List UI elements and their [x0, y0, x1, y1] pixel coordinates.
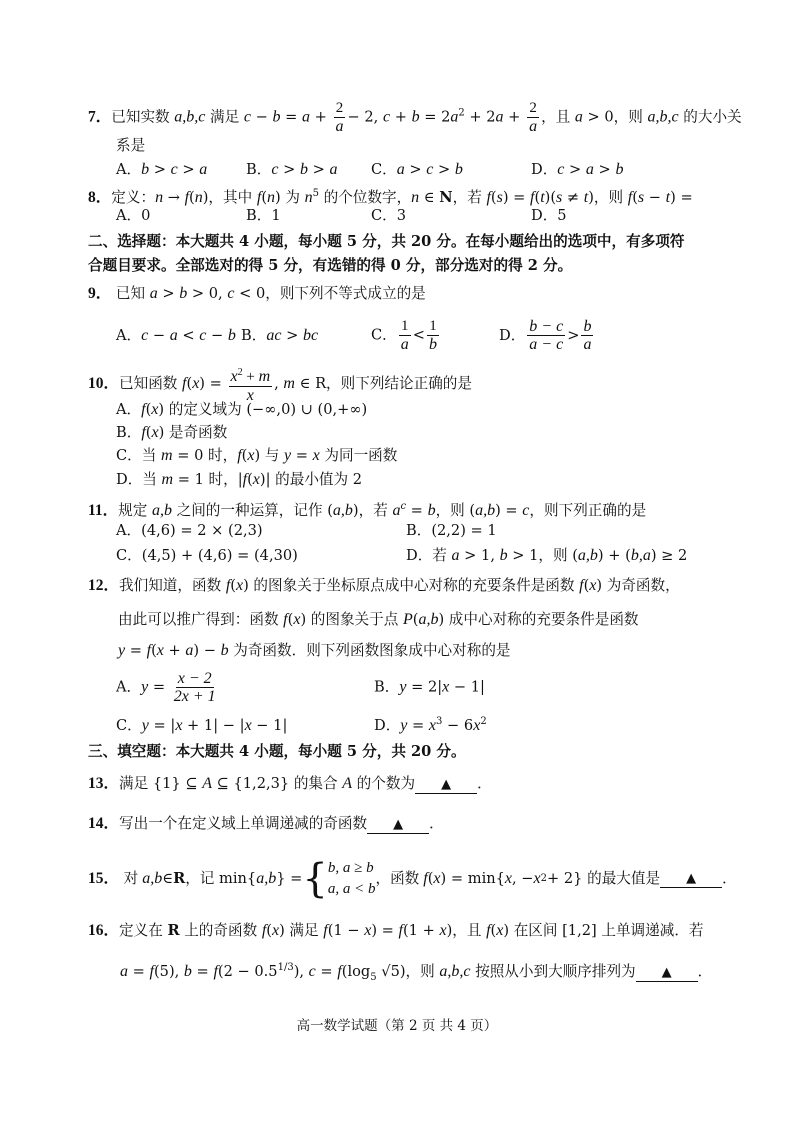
- option-a[interactable]: A．(4,6) = 2 × (2,3): [116, 522, 263, 539]
- option-c[interactable]: C．当 m = 0 时，f(x) 与 y = x 为同一函数: [116, 447, 398, 464]
- question-number: 13．: [88, 775, 120, 792]
- question-11-stem: 11．规定 a,b 之间的一种运算，记作 (a,b)，若 $a^c = b$，则 (a,b) = c，则下列正确的是: [88, 501, 647, 519]
- question-number: 11．: [88, 501, 119, 519]
- option-b[interactable]: B．1: [246, 207, 281, 224]
- option-c[interactable]: C．y = |x + 1| − |x − 1|: [116, 716, 288, 734]
- question-number: 14．: [88, 815, 120, 832]
- answer-blank[interactable]: ▲: [660, 870, 722, 888]
- question-number: 7．: [88, 108, 112, 126]
- question-15-stem: 15． 对 a,b ∈ R ，记 min{ a,b } = { b, a ≥ b a, a < b ，函数 f ( x ) = min{ x , − x 2 + 2} 的最大值是 ▲ ．: [88, 856, 737, 902]
- question-12-stem-line2: 由此可以推广得到：函数 f(x) 的图象关于点 P(a,b) 成中心对称的充要条件是函数: [118, 611, 639, 628]
- question-12-options-row2: [116, 712, 487, 736]
- option-b[interactable]: B．ac > bc: [241, 326, 319, 344]
- question-12-options-row1: [116, 670, 485, 708]
- answer-blank[interactable]: ▲: [415, 776, 477, 794]
- period: ．: [722, 870, 737, 887]
- question-14-stem: [88, 814, 444, 834]
- question-9-options: [116, 318, 595, 356]
- option-b[interactable]: B．f(x) 是奇函数: [116, 424, 228, 441]
- option-d[interactable]: D．$y = x^3 - 6x^2$: [374, 716, 487, 734]
- option-a[interactable]: A．y = $\frac{x - 2}{2x + 1}$: [116, 670, 216, 705]
- question-number: 15．: [88, 870, 120, 887]
- question-16-stem-line2: a = f(5), $b = f(2 - 0.5^{1/3})$, $c = f(\log_5$ √5)，则 a,b,c 按照从小到大顺序排列为 ▲ ．: [120, 962, 713, 983]
- option-d[interactable]: D．当 m = 1 时，|f(x)| 的最小值为 2: [116, 471, 363, 488]
- question-number: 9．: [88, 285, 112, 302]
- question-7-stem: 7．已知实数 a,b,c 满足 c − b = a + $\frac{2}{a}$ − 2, $c + b = 2a^2 + 2a$ + $\frac{2}{a}$ ，且 a > 0，则 a,b,c 的大小关: [88, 100, 742, 135]
- section-2-heading-cont: 合题目要求。全部选对的得 5 分，有选错的得 0 分，部分选对的得 2 分。: [88, 257, 573, 274]
- question-7-options: [116, 160, 623, 180]
- question-number: 10．: [88, 375, 120, 392]
- option-a[interactable]: A．f(x) 的定义域为 (−∞,0) ∪ (0,+∞): [116, 401, 368, 418]
- option-c[interactable]: C．(4,5) + (4,6) = (4,30): [116, 547, 298, 564]
- question-number: 12．: [88, 577, 120, 594]
- page-footer: 高一数学试题（第 2 页 共 4 页）: [296, 1018, 498, 1034]
- option-c[interactable]: C．3: [371, 207, 407, 224]
- question-13-stem: 13．满足 {1} ⊆ A ⊆ {1,2,3} 的集合 A 的个数为 ▲ ．: [88, 775, 492, 792]
- option-a[interactable]: A．b > c > a: [116, 161, 208, 178]
- question-11-options-row1: [116, 521, 497, 541]
- option-d[interactable]: D．若 a > 1, b > 1，则 (a,b) + (b,a) ≥ 2: [406, 547, 688, 564]
- question-8-options: [116, 206, 567, 226]
- period: ．: [429, 815, 444, 832]
- option-a[interactable]: A．c − a < c − b: [116, 326, 236, 344]
- question-10-stem: 10．已知函数 f(x) = $\frac{x^2 + m}{x}$ , m ∈ R，则下列结论正确的是: [88, 364, 472, 404]
- option-a[interactable]: A．0: [116, 207, 151, 224]
- option-b[interactable]: B．(2,2) = 1: [406, 522, 497, 539]
- question-7-stem-cont: 系是: [116, 137, 146, 154]
- question-number: 16．: [88, 922, 120, 939]
- option-c[interactable]: C．a > c > b: [371, 161, 463, 178]
- option-d[interactable]: D．c > a > b: [531, 161, 624, 178]
- question-number: 8．: [88, 188, 112, 206]
- option-d[interactable]: D． $\frac{b - c}{a - c}$ > $\frac{b}{a}$: [499, 318, 592, 353]
- question-12-stem: 12．我们知道，函数 f(x) 的图象关于坐标原点成中心对称的充要条件是函数 f(x) 为奇函数，: [88, 577, 680, 594]
- question-9-stem: 9． 已知 a > b > 0, c < 0，则下列不等式成立的是: [88, 285, 426, 302]
- question-8-stem: 8．定义：n → f(n)，其中 f(n) 为 $n^5$ 的个位数字，n ∈ N，若 f(s) = f(t)(s ≠ t)，则 f(s − t) =: [88, 188, 693, 206]
- option-d[interactable]: D．5: [531, 207, 567, 224]
- period: ．: [697, 962, 713, 980]
- section-3-heading: 三、填空题：本大题共 4 小题，每小题 5 分，共 20 分。: [88, 743, 466, 760]
- question-text: 写出一个在定义域上单调递减的奇函数: [119, 815, 368, 832]
- question-11-options-row2: [116, 546, 687, 566]
- question-12-stem-line3: y = f(x + a) − b 为奇函数．则下列函数图象成中心对称的是: [118, 642, 511, 659]
- option-b[interactable]: B．y = 2|x − 1|: [374, 678, 485, 696]
- answer-blank[interactable]: ▲: [636, 964, 698, 982]
- period: ．: [477, 775, 492, 792]
- question-16-stem: 16．定义在 R 上的奇函数 f(x) 满足 f(1 − x) = f(1 + x)，且 f(x) 在区间 [1,2] 上单调递减．若: [88, 922, 704, 939]
- section-2-heading: 二、选择题：本大题共 4 小题，每小题 5 分，共 20 分。在每小题给出的选项中，有多项符: [88, 233, 685, 250]
- answer-blank[interactable]: ▲: [367, 816, 429, 834]
- option-c[interactable]: C． $\frac{1}{a}$ < $\frac{1}{b}$: [371, 318, 437, 353]
- option-b[interactable]: B．c > b > a: [246, 161, 338, 178]
